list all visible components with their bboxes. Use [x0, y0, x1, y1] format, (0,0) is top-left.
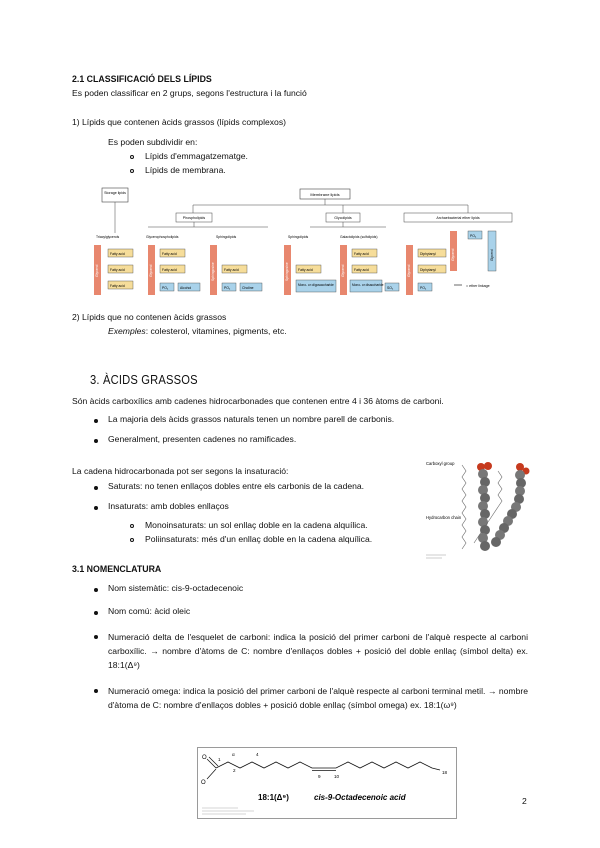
common-name: Nom comú: àcid oleic — [108, 606, 191, 616]
svg-text:SO₄: SO₄ — [387, 286, 394, 290]
svg-text:O: O — [201, 780, 206, 786]
section-2-1-title: 2.1 CLASSIFICACIÓ DELS LÍPIDS — [72, 74, 212, 84]
svg-text:Fatty acid: Fatty acid — [354, 268, 369, 272]
triacylglycerols-label: Triacylglycerols — [96, 235, 120, 239]
svg-text:Sphingosine: Sphingosine — [211, 262, 215, 281]
svg-text:Glycerol: Glycerol — [490, 249, 494, 261]
svg-text:α: α — [232, 752, 235, 757]
systematic-name: Nom sistemàtic: cis-9-octadecenoic — [108, 583, 244, 593]
svg-text:Diphytanyl: Diphytanyl — [420, 252, 436, 256]
examples-text: : colesterol, vitamines, pigments, etc. — [145, 326, 287, 336]
carbon-chain — [216, 762, 440, 770]
subitem-membrane: Lípids de membrana. — [145, 165, 226, 175]
fatty-acid-structure-figure — [422, 457, 530, 564]
section-3-title: 3. ÀCIDS GRASSOS — [90, 372, 198, 387]
delta-numbering: Numeració delta de l'esquelet de carboni: indica la posició del primer carboni de l'alquè respecte al carboni carboxílic. → nombre d'àtoms de C: nombre d'enllaços dobles + posició del doble enllaç (símbol delta) ex. 18:1(Δ⁹) — [108, 632, 528, 670]
svg-text:Fatty acid: Fatty acid — [224, 268, 239, 272]
monounsaturated-text: Monoinsaturats: un sol enllaç doble en la cadena alquílica. — [145, 520, 368, 530]
page-number: 2 — [522, 796, 527, 806]
bullet-icon — [94, 439, 98, 443]
section-3-1-title: 3.1 NOMENCLATURA — [72, 564, 162, 574]
svg-text:1: 1 — [218, 757, 221, 762]
saturated-space-filling-model — [477, 462, 492, 551]
galactolipids-label: Galactolipids (sulfolipids) — [340, 235, 378, 239]
bullet-even-carbons: La majoria dels àcids grassos naturals tenen un nombre parell de carbonis. — [108, 414, 395, 424]
lipid-classification-diagram — [88, 185, 518, 297]
svg-text:Glycerol: Glycerol — [451, 248, 455, 261]
unsaturated-text: Insaturats: amb dobles enllaços — [108, 501, 229, 511]
circle-bullet-icon — [130, 169, 134, 173]
section-2-1-intro: Es poden classificar en 2 grups, segons l'estructura i la funció — [72, 88, 307, 98]
hydrocarbon-chain-label: Hydrocarbon chain — [426, 515, 462, 520]
svg-text:PO₄: PO₄ — [162, 286, 169, 290]
bullet-unbranched: Generalment, presenten cadenes no ramificades. — [108, 434, 297, 444]
svg-text:O: O — [202, 755, 207, 761]
subitem-storage: Lípids d'emmagatzematge. — [145, 151, 248, 161]
ether-linkage-label: = ether linkage — [466, 284, 490, 288]
circle-bullet-icon — [130, 538, 134, 542]
bullet-icon — [94, 486, 98, 490]
group-1-heading: 1) Lípids que contenen àcids grassos (lípids complexos) — [72, 117, 287, 127]
group-2-heading: 2) Lípids que no contenen àcids grassos — [72, 312, 227, 322]
oleic-formula: 18:1(Δ⁹) — [258, 793, 289, 802]
svg-text:Glycerol: Glycerol — [95, 264, 99, 277]
bullet-icon — [94, 635, 98, 639]
svg-text:Glycerol: Glycerol — [341, 264, 345, 277]
subdivide-text: Es poden subdividir en: — [108, 137, 198, 147]
svg-text:Fatty acid: Fatty acid — [110, 268, 125, 272]
saturated-text: Saturats: no tenen enllaços dobles entre els carbonis de la cadena. — [108, 481, 365, 491]
svg-text:PO₄: PO₄ — [470, 234, 477, 238]
svg-text:10: 10 — [334, 774, 340, 779]
circle-bullet-icon — [130, 155, 134, 159]
svg-text:Fatty acid: Fatty acid — [298, 268, 313, 272]
oleic-acid-figure — [197, 747, 457, 819]
svg-text:2: 2 — [233, 768, 236, 773]
bullet-icon — [94, 588, 98, 592]
svg-text:Fatty acid: Fatty acid — [162, 268, 177, 272]
chain-intro: La cadena hidrocarbonada pot ser segons la insaturació: — [72, 466, 289, 476]
svg-text:Fatty acid: Fatty acid — [354, 252, 369, 256]
svg-text:4: 4 — [256, 752, 259, 757]
glycolipids-label: Glycolipids — [334, 216, 352, 220]
svg-text:PO₄: PO₄ — [224, 286, 231, 290]
glycerophospholipids-label: Glycerophospholipids — [146, 235, 179, 239]
section-3-intro: Són àcids carboxílics amb cadenes hidrocarbonades que contenen entre 4 i 36 àtoms de carboni. — [72, 396, 444, 406]
svg-text:PO₄: PO₄ — [420, 286, 427, 290]
svg-text:Diphytanyl: Diphytanyl — [420, 268, 436, 272]
svg-text:Choline: Choline — [242, 286, 254, 290]
svg-text:9: 9 — [318, 774, 321, 779]
carboxyl-group-label: Carboxyl group — [426, 461, 455, 466]
bullet-icon — [94, 689, 98, 693]
sphingolipids-label: Sphingolipids — [216, 235, 237, 239]
svg-text:Mono- or oligosaccharide: Mono- or oligosaccharide — [298, 283, 334, 287]
oleic-name: cis-9-Octadecenoic acid — [314, 793, 406, 802]
group-2-examples — [108, 326, 287, 337]
svg-text:Alcohol: Alcohol — [180, 286, 192, 290]
bullet-icon — [94, 506, 98, 510]
bullet-icon — [94, 611, 98, 615]
membrane-lipids-label: Membrane lipids — [310, 192, 340, 197]
svg-text:Sphingosine: Sphingosine — [285, 262, 289, 281]
unsaturated-space-filling-model — [491, 463, 530, 547]
circle-bullet-icon — [130, 524, 134, 528]
storage-lipids-label: Storage lipids — [104, 191, 126, 195]
examples-label: Exemples — [108, 326, 146, 336]
svg-text:Fatty acid: Fatty acid — [110, 252, 125, 256]
sphingolipids2-label: Sphingolipids — [288, 235, 309, 239]
archaebacterial-label: Archaebacterial ether lipids — [436, 216, 480, 220]
phospholipids-label: Phospholipids — [182, 216, 206, 220]
bullet-icon — [94, 419, 98, 423]
svg-text:Mono- or disaccharide: Mono- or disaccharide — [352, 283, 384, 287]
svg-text:Fatty acid: Fatty acid — [162, 252, 177, 256]
omega-numbering: Numeració omega: indica la posició del primer carboni de l'alquè respecte al carboni terminal metil. → nombre d'àtoma de C: nombre d'enllaços dobles + posició doble enllaç (símbol omega) ex. 18:1(ω⁹) — [108, 686, 528, 710]
svg-text:Glycerol: Glycerol — [407, 264, 411, 277]
svg-text:Glycerol: Glycerol — [149, 264, 153, 277]
polyunsaturated-text: Poliinsaturats: més d'un enllaç doble en la cadena alquílica. — [145, 534, 373, 544]
svg-text:Fatty acid: Fatty acid — [110, 284, 125, 288]
svg-text:18: 18 — [442, 770, 448, 775]
